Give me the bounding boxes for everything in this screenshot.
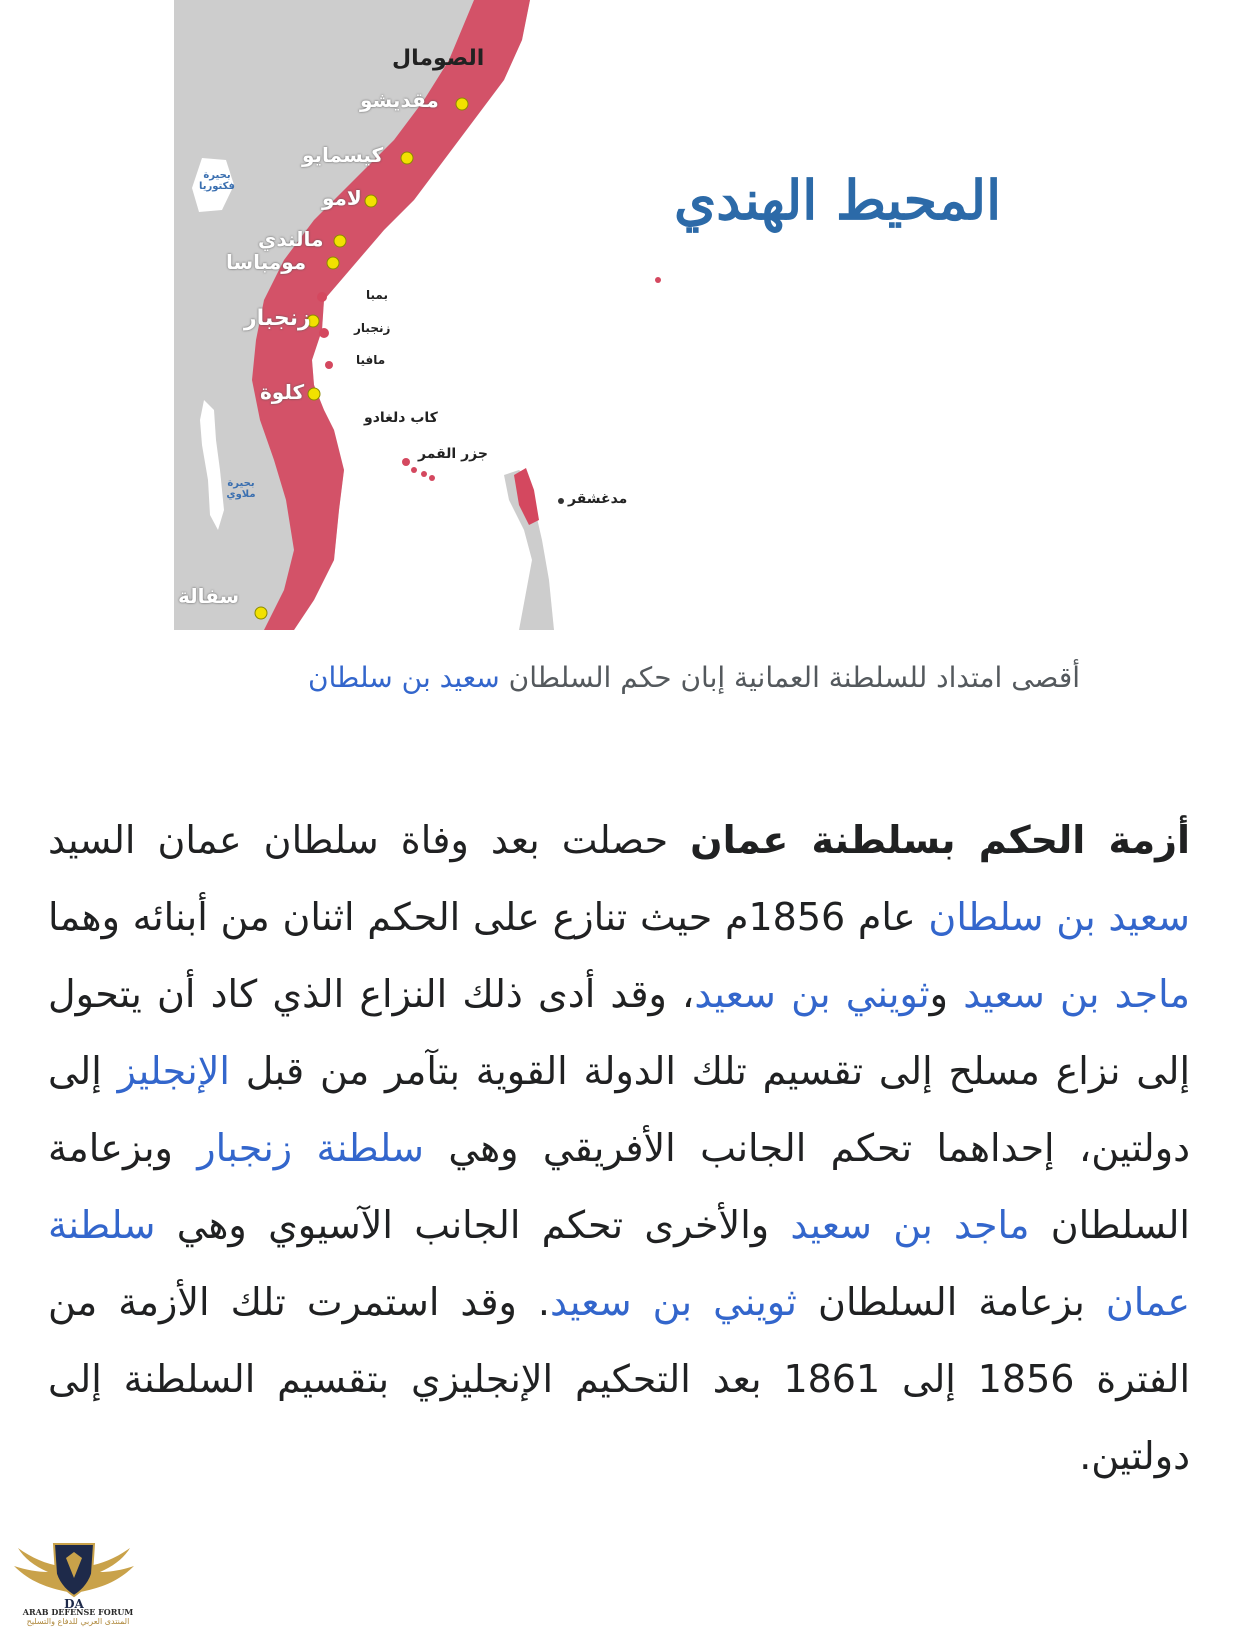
mafia-island <box>325 361 333 369</box>
comoros-island-1 <box>402 458 410 466</box>
label-sofala: سفالة <box>178 584 240 608</box>
article-text: والأخرى تحكم الجانب الآسيوي وهي <box>155 1203 791 1247</box>
label-lake-victoria: بحيرة فكتوريا <box>199 170 235 192</box>
stray-island <box>655 277 661 283</box>
article-text: و <box>929 972 964 1016</box>
map-figure[interactable] <box>174 0 1002 630</box>
article-title-bold: أزمة الحكم بسلطنة عمان <box>690 818 1190 862</box>
zanzibar-island-mark <box>319 328 329 338</box>
caption-link-said-bin-sultan[interactable]: سعيد بن سلطان <box>307 661 500 694</box>
label-cape-delgado: كاب دلغادو <box>364 410 438 426</box>
label-kismayo: كيسمايو <box>302 143 384 167</box>
label-lamu: لامو <box>322 186 362 210</box>
mogadishu-dot <box>456 98 468 110</box>
label-indian-ocean: المحيط الهندي <box>674 168 1002 232</box>
label-somalia: الصومال <box>392 46 485 71</box>
link-sultanate-oman[interactable]: سلطنة عمان <box>48 1203 1190 1324</box>
comoros-island-3 <box>421 471 427 477</box>
comoros-island-2 <box>411 467 417 473</box>
mombasa-dot <box>327 257 339 269</box>
logo-text-ar: المنتدى العربي للدفاع والتسليح <box>26 1617 130 1626</box>
madagascar-dot <box>558 498 564 504</box>
label-mafia: مافيا <box>356 353 386 367</box>
label-comoros: جزر القمر <box>418 446 488 462</box>
link-english[interactable]: الإنجليز <box>117 1049 230 1093</box>
pemba-island <box>317 292 327 302</box>
label-zanzibar: زنجبار <box>244 306 311 331</box>
label-pemba: بمبا <box>366 288 388 302</box>
link-thuwaini-bin-said-2[interactable]: ثويني بن سعيد <box>549 1280 798 1324</box>
label-madagascar: مدغشقر <box>568 491 628 507</box>
label-lake-malawi: بحيرة ملاوي <box>226 478 256 500</box>
label-mombasa: مومباسا <box>226 250 307 274</box>
article-text: إلى دولتين، إحداهما تحكم الجانب الأفريقي وهي <box>48 1049 1191 1170</box>
logo-text-en: ARAB DEFENSE FORUM <box>22 1607 134 1617</box>
article-text: . وقد استمرت تلك الأزمة من الفترة 1856 إلى 1861 بعد التحكيم الإنجليزي بتقسيم السلطنة إلى دولتين. <box>48 1280 1191 1478</box>
link-majid-bin-said[interactable]: ماجد بن سعيد <box>963 972 1190 1016</box>
label-mogadishu: مقديشو <box>360 88 439 112</box>
article-text: وبزعامة السلطان <box>48 1126 1190 1247</box>
malindi-dot <box>334 235 346 247</box>
link-said-bin-sultan[interactable]: سعيد بن سلطان <box>928 895 1191 939</box>
article-text: عام 1856م حيث تنازع على الحكم اثنان من أبنائه وهما <box>48 895 929 939</box>
comoros-island-4 <box>429 475 435 481</box>
sofala-dot <box>255 607 267 619</box>
article-text: بزعامة السلطان <box>797 1280 1106 1324</box>
logo-abbr: DA <box>64 1597 84 1611</box>
article-text: ، وقد أدى ذلك النزاع الذي كاد أن يتحول إلى نزاع مسلح إلى تقسيم تلك الدولة القوية بتآمر من قبل <box>48 972 1191 1093</box>
label-zanzibar-island: زنجبار <box>354 321 391 335</box>
lamu-dot <box>365 195 377 207</box>
caption-text: أقصى امتداد للسلطنة العمانية إبان حكم السلطان <box>499 661 1080 694</box>
article-paragraph <box>48 802 1190 1495</box>
article-text: حصلت بعد وفاة سلطان عمان السيد <box>48 818 691 862</box>
label-malindi: مالندي <box>258 227 324 251</box>
link-thuwaini-bin-said[interactable]: ثويني بن سعيد <box>694 972 930 1016</box>
label-kilwa: كلوة <box>260 380 305 404</box>
kilwa-dot <box>308 388 320 400</box>
kismayo-dot <box>401 152 413 164</box>
link-majid-bin-said-2[interactable]: ماجد بن سعيد <box>790 1203 1030 1247</box>
image-caption <box>190 652 1080 704</box>
link-sultanate-zanzibar[interactable]: سلطنة زنجبار <box>197 1126 424 1170</box>
